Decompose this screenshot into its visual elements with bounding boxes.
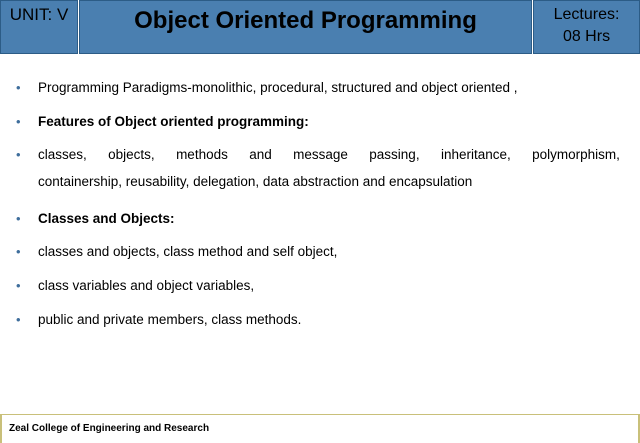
slide-header — [0, 0, 640, 54]
unit-label: UNIT: V — [0, 0, 78, 54]
bullet-icon: • — [16, 114, 21, 129]
word: passing, — [369, 147, 420, 162]
word: and — [249, 147, 272, 162]
word: objects, — [108, 147, 155, 162]
footer-institution: Zeal College of Engineering and Research — [9, 423, 210, 434]
lectures-box — [533, 0, 640, 54]
lectures-value: 08 Hrs — [562, 28, 611, 45]
bullet-heading: Classes and Objects: — [38, 211, 175, 226]
bullet-line-2: containership, reusability, delegation, data abstraction and encapsulation — [38, 174, 473, 189]
bullet-text: public and private members, class methods. — [38, 312, 302, 327]
bullet-line-1 — [38, 147, 620, 162]
word: methods — [176, 147, 228, 162]
lectures-label: Lectures: — [553, 6, 620, 23]
footer-divider — [0, 414, 640, 415]
bullet-text: Programming Paradigms-monolithic, procedural, structured and object oriented , — [38, 80, 518, 95]
slide-title: Object Oriented Programming — [79, 0, 532, 54]
bullet-icon: • — [16, 244, 21, 259]
word: inheritance, — [440, 147, 511, 162]
bullet-icon: • — [16, 278, 21, 293]
word: polymorphism, — [532, 147, 620, 162]
bullet-icon: • — [16, 80, 21, 95]
word: message — [293, 147, 348, 162]
bullet-text-multiline — [38, 147, 620, 189]
bullet-text: class variables and object variables, — [38, 278, 255, 293]
footer-border-left — [0, 415, 2, 443]
bullet-icon: • — [16, 211, 21, 226]
word: classes, — [38, 147, 87, 162]
bullet-icon: • — [16, 147, 21, 162]
bullet-text: classes and objects, class method and self object, — [38, 244, 338, 259]
bullet-heading: Features of Object oriented programming: — [38, 114, 309, 129]
bullet-icon: • — [16, 312, 21, 327]
